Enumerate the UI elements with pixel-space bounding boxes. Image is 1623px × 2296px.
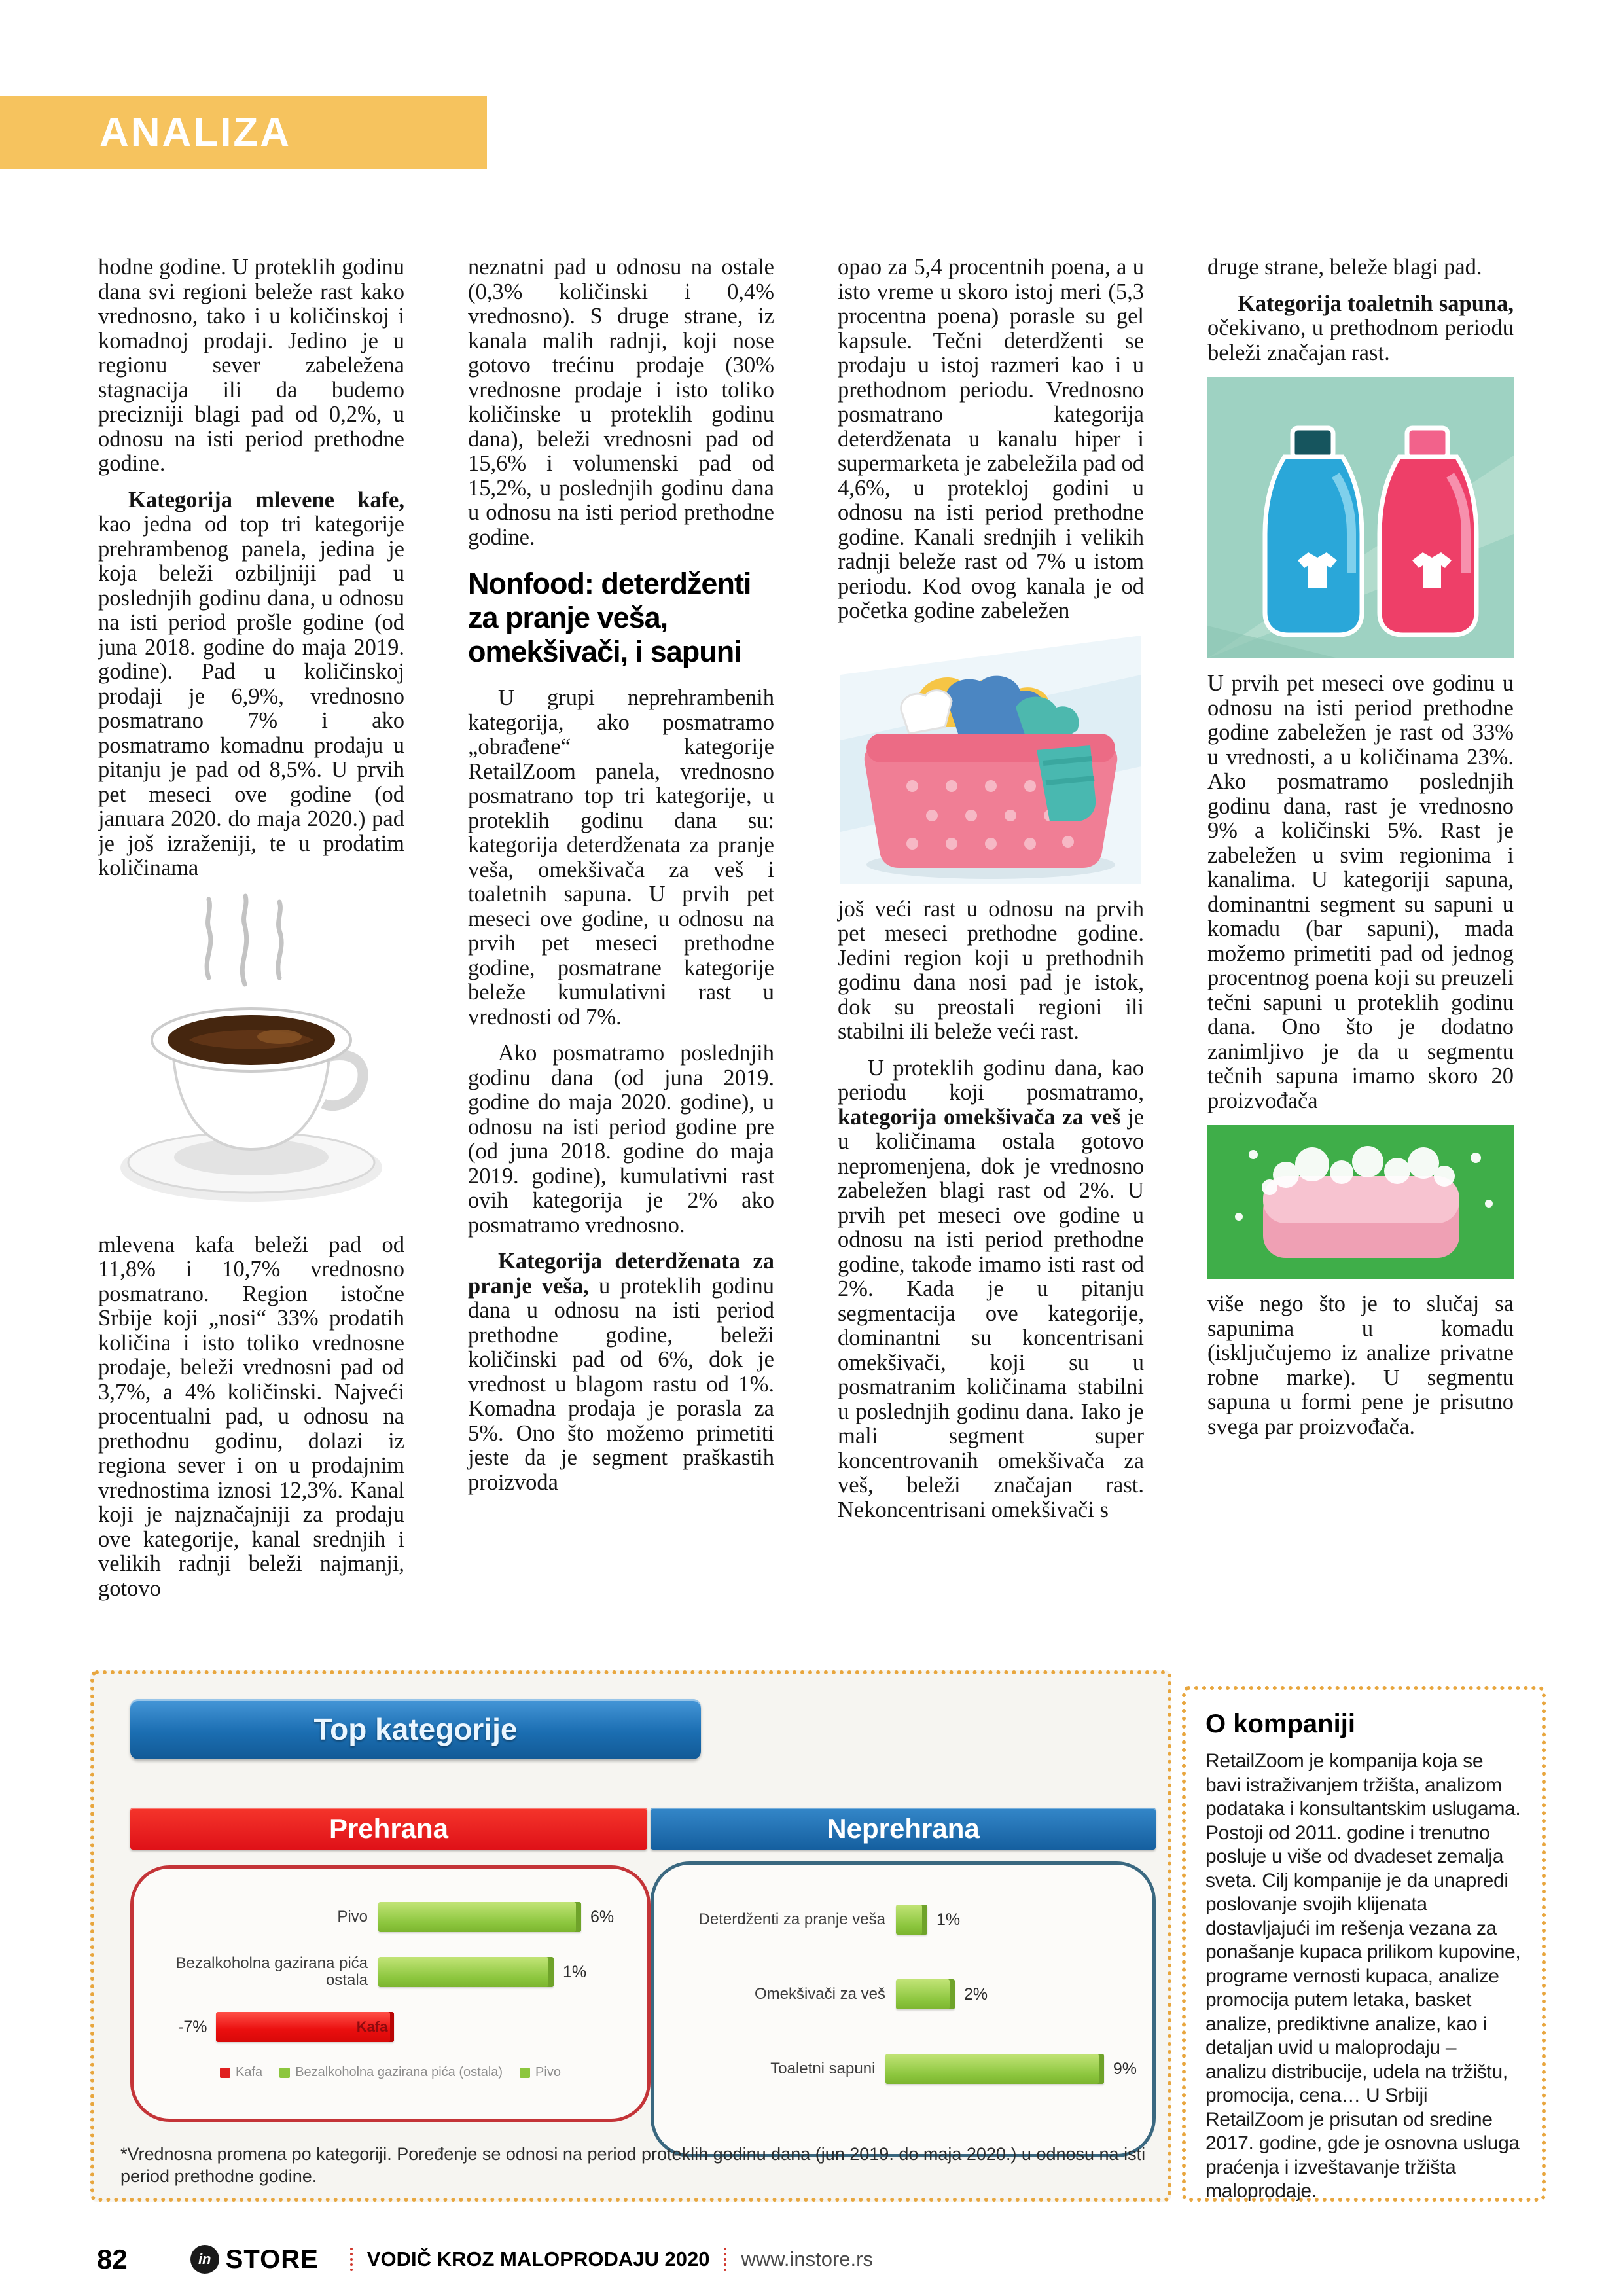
- paragraph: još veći rast u odnosu na prvih pet meseci prethodne godine. Jedini region koji u prethodnih godinu dana nosi pad je istok, dok su preostali regioni ili stabilni ili beleže veći rast.: [838, 896, 1144, 1044]
- bar-label: Toaletni sapuni: [770, 2060, 876, 2077]
- detergent-bottles-illustration: [1207, 377, 1514, 658]
- bar-row: [152, 1955, 629, 1989]
- bar-label: Deterdženti za pranje veša: [698, 1910, 885, 1928]
- paragraph: Ako posmatramo poslednjih godinu dana (od juna 2019. godine do maja 2020. godine), u odnosu na isti period godine pre (od juna 2018. godine do maja 2019. godine), kumulativni rast ovih kategorija je 2% ako posmatramo vrednosno.: [468, 1041, 774, 1238]
- magazine-brand: STORE: [225, 2244, 319, 2274]
- company-info-box: [1182, 1686, 1546, 2202]
- chart-group-prehrana-header: Prehrana: [130, 1808, 647, 1850]
- bar-value: -7%: [178, 2017, 207, 2036]
- section-title: ANALIZA: [99, 109, 292, 155]
- section-header-band: [0, 96, 487, 169]
- nonfood-subhead: Nonfood: deterdženti za pranje veša, omekšivači, i sapuni: [468, 567, 751, 668]
- bar-value: 9%: [1113, 2059, 1137, 2078]
- legend-swatch-green: [520, 2068, 530, 2078]
- page-number: 82: [97, 2244, 128, 2274]
- bar-bezalkoholna: [378, 1957, 554, 1987]
- paragraph: Kategorija toaletnih sapuna, očekivano, u prethodnom periodu beleži značajan rast.: [1207, 291, 1514, 365]
- company-box-title: O kompaniji: [1205, 1710, 1355, 1738]
- paragraph: Kategorija mlevene kafe, kao jedna od top tri kategorije prehrambenog panela, jedina je koja beleži ozbiljniji pad u poslednjih godinu dana, u odnosu na isti period prošle godine (od juna 2018. godine do maja 2019. godine). Pad u količinskoj prodaji je 6,9%, vrednosno posmatrano 7% i ako posmatramo komadnu prodaju u pitanju je pad od 8,5%. U prvih pet meseci ove godine (od januara 2020. do maja 2020.) pad je još izraženiji, te u prodatim količinama: [98, 487, 404, 880]
- text-column-2: [468, 255, 774, 1507]
- page-footer: [97, 2244, 873, 2275]
- paragraph: neznatni pad u odnosu na ostale (0,3% količinski i 0,4% vrednosno). S druge strane, iz kanala malih radnji, koji nose gotovo trećinu prodaje (30% vrednosne prodaje i isto toliko količinske u proteklih godinu dana), beleži vrednosni pad od 15,6% i volumenski pad od 15,2%, u poslednjih godinu dana u odnosu na isti period prethodne godine.: [468, 255, 774, 550]
- paragraph-lead: kategorija omekšivača za veš: [838, 1104, 1121, 1130]
- prehrana-panel: [130, 1865, 651, 2122]
- paragraph: druge strane, beleže blagi pad.: [1207, 255, 1482, 279]
- bar-label: Bezalkoholna gazirana pića ostala: [175, 1954, 368, 1989]
- paragraph: U prvih pet meseci ove godinu u odnosu na isti period prethodne godine zabeležen je rast od 33% u vrednosti, a u količinama 23%. Ako posmatramo poslednjih godinu dana, rast je vrednosno 9% a količinski 5%. Rast je zabeležen u svim regionima i kanalima. U kategoriji sapuna, dominantni segment su sapuni u komadu (bar sapuni), mada možemo primetiti pad od jednog procentnog poena koji su preuzeli tečni sapuni u proteklih godinu dana. Ono što je dodatno zanimljivo je da u segmentu tečnih sapuna imamo skoro 20 proizvođača: [1207, 671, 1514, 1113]
- bar-row: [152, 1900, 629, 1934]
- chart-group-neprehrana-header: Neprehrana: [651, 1808, 1156, 1850]
- bar-row: [669, 2052, 1137, 2086]
- paragraph: opao za 5,4 procentnih poena, a u isto vreme u skoro istoj meri (5,3 procentna poena) porasle su gel kapsule. Tečni deterdženti se prodaju u istoj razmeri kao i u prethodnom periodu. Vrednosno posmatrano kategorija deterdženata u kanalu hiper i supermarketa je zabeležila pad od 4,6%, u protekloj godini u odnosu na isti period prethodne godine. Kanali srednjih i velikih radnji beleže rast od 7% u istom periodu. Kod ovog kanala je od početka godine zabeležen: [838, 255, 1144, 623]
- bar-deterdzenti: [896, 1905, 927, 1935]
- top-categories-chart: [90, 1670, 1171, 2202]
- bar-inner-label: Kafa: [356, 2018, 388, 2035]
- paragraph: mlevena kafa beleži pad od 11,8% i 10,7% vrednosno posmatrano. Region istočne Srbije koji „nosi“ 33% prodatih količina i isto toliko vrednosne prodaje, beleži vrednosni pad od 3,7%, a 4% količinski. Najveći procentualni pad, u odnosu na prethodnu godinu, dolazi iz regiona sever i on u prodajnim vrednostima iznosi 12,3%. Kanal koji je najznačajniji za prodaju ove kategorije, kanal srednjih i velikih radnji beleži najmanji, gotovo: [98, 1232, 404, 1601]
- bar-label: Pivo: [337, 1908, 368, 1926]
- text-column-3: [838, 255, 1144, 1534]
- guide-title: VODIČ KROZ MALOPRODAJU 2020: [366, 2248, 710, 2270]
- paragraph: Kategorija deterdženata za pranje veša, u proteklih godinu dana u odnosu na isti period prethodne godine, beleži količinski pad od 6%, dok je vrednost u blagom rastu od 1%. Komadna prodaja je porasla za 5%. Ono što možemo primetiti jeste da je segment praškastih proizvoda: [468, 1249, 774, 1495]
- paragraph-lead: Kategorija mlevene kafe,: [128, 487, 404, 512]
- paragraph-lead: Kategorija toaletnih sapuna,: [1238, 291, 1514, 316]
- soap-bar-illustration: [1207, 1125, 1514, 1279]
- paragraph: U grupi neprehrambenih kategorija, ako posmatramo „obrađene“ kategorije RetailZoom panela, vrednosno posmatrano top tri kategorije, u proteklih godinu dana su: kategorija deterdženata za pranje veša, omekšivača za veš i toaletnih sapuna. U prvih pet meseci ove godine, u odnosu na prvih pet meseci prethodne godine, posmatrane kategorije beleže kumulativni rast u vrednosti od 7%.: [468, 685, 774, 1030]
- company-box-body: RetailZoom je kompanija koja se bavi istraživanjem tržišta, analizom podataka i konsultantskim uslugama. Postoji od 2011. godine i trenutno posluje u više od dvadeset zemalja sveta. Cilj kompanije je da unapredi poslovanje svojih klijenata dostavljajući im rešenja vezana za ponašanje kupaca prilikom kupovine, programe vernosti kupaca, analize promocija putem letaka, basket analize, prediktivne analize, kao i detaljan uvid u maloprodaju – analizu distribucije, udela na tržištu, promocija, cena… U Srbiji RetailZoom je prisutan od sredine 2017. godine, gde je osnovna usluga praćenja i izveštavanje tržišta maloprodaje.: [1205, 1750, 1521, 2202]
- footer-divider: [350, 2248, 353, 2271]
- instore-logo-icon: in: [190, 2245, 219, 2274]
- bar-row: [669, 1977, 1137, 2011]
- bar-value: 1%: [563, 1962, 587, 1981]
- chart-footnote: *Vrednosna promena po kategoriji. Poređenje se odnosi na period proteklih godinu dana (jun 2019. do maja 2020.) u odnosu na isti period prethodne godine.: [120, 2144, 1146, 2186]
- bar-label: Omekšivači za veš: [754, 1985, 885, 2003]
- neprehrana-panel: [651, 1861, 1156, 2157]
- bar-value: 2%: [964, 1984, 988, 2003]
- bar-row: [152, 2010, 629, 2044]
- chart-legend: Kafa Bezalkoholna gazirana pića (ostala) Pivo: [152, 2065, 629, 2080]
- footer-divider: [724, 2248, 726, 2271]
- paragraph: hodne godine. U proteklih godinu dana svi regioni beleže rast kako vrednosno, tako i u količinskoj i komadnoj prodaji. Jedino je u regionu sever zabeležena stagnacija ili da budemo precizniji blagi pad od 0,2%, u odnosu na isti period prethodne godine.: [98, 255, 404, 476]
- bar-pivo: [378, 1902, 581, 1932]
- chart-title: Top kategorije: [130, 1699, 701, 1759]
- bar-omeksivaci: [896, 1979, 955, 2009]
- text-column-4: [1207, 255, 1514, 1451]
- bar-toaletni-sapuni: [885, 2054, 1103, 2084]
- bar-value: 6%: [590, 1907, 615, 1926]
- bar-value: 1%: [936, 1910, 961, 1929]
- text-column-1: [98, 255, 404, 1613]
- bar-kafa: [216, 2012, 394, 2042]
- laundry-basket-illustration: [840, 636, 1141, 884]
- paragraph: U proteklih godinu dana, kao periodu koji posmatramo, kategorija omekšivača za veš je u količinama ostala gotovo nepromenjena, dok je vrednosno zabeležen blagi rast od 2%. U prvih pet meseci ove godine u odnosu na isti period prethodne godine, takođe imamo isti rast od 2%. Kada je u pitanju segmentacija ove kategorije, dominantni su koncentrisani omekšivači, koji su u posmatranim količinama stabilni u poslednjih godinu dana. Iako je mali segment super koncentrovanih omekšivača za veš, beleži značajan rast. Nekoncentrisani omekšivači s: [838, 1055, 1144, 1522]
- legend-swatch-red: [220, 2068, 230, 2078]
- coffee-cup-illustration: [111, 893, 392, 1220]
- website-link[interactable]: www.instore.rs: [741, 2248, 873, 2270]
- legend-swatch-green: [279, 2068, 290, 2078]
- paragraph-lead: Kategorija deterdženata za pranje veša,: [468, 1249, 774, 1299]
- paragraph: više nego što je to slučaj sa sapunima u komadu (isključujemo iz analize privatne robne marke). U segmentu sapuna u formi pene je prisutno svega par proizvođača.: [1207, 1291, 1514, 1439]
- bar-row: [669, 1903, 1137, 1937]
